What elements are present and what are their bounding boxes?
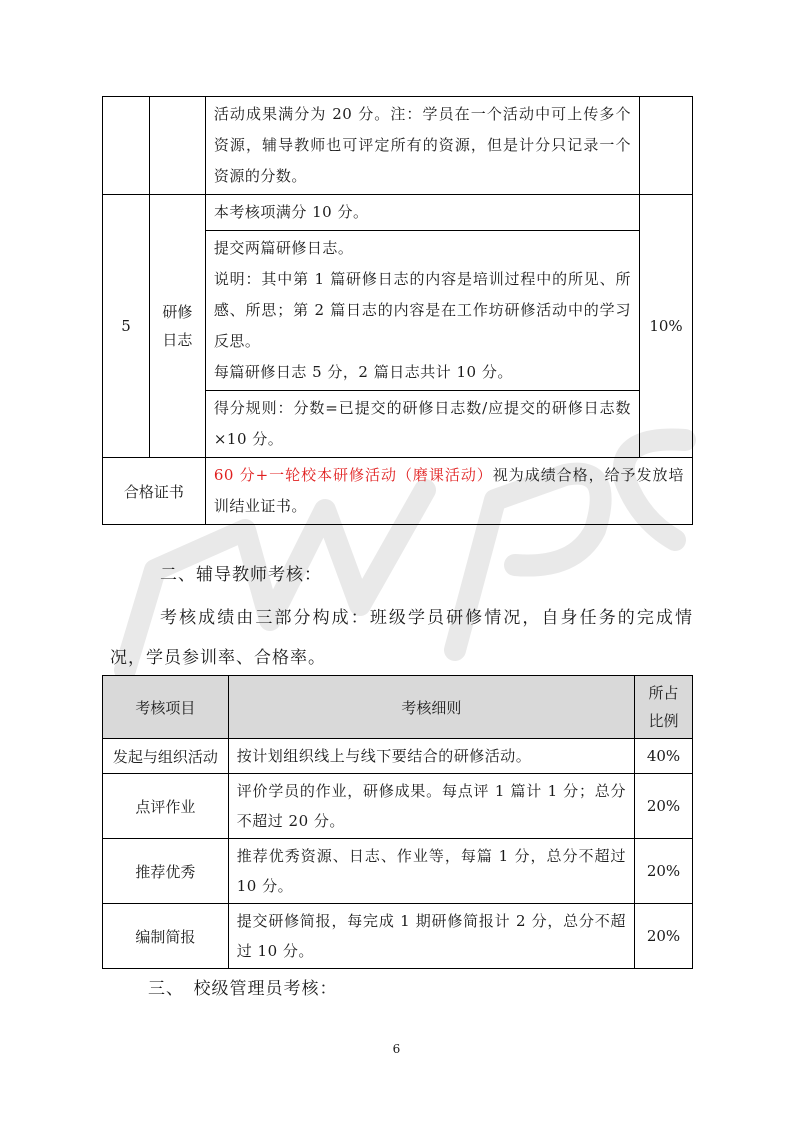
row-item: 编制简报 — [103, 904, 229, 969]
certificate-detail — [206, 458, 692, 524]
row-ratio: 20% — [635, 839, 693, 904]
table-row — [103, 839, 693, 904]
row-detail: 推荐优秀资源、日志、作业等，每篇 1 分，总分不超过 10 分。 — [236, 847, 627, 895]
row-name-line1: 研修 — [162, 303, 193, 321]
row-item: 点评作业 — [103, 774, 229, 839]
row-index: 5 — [103, 195, 150, 458]
table-row — [103, 458, 693, 525]
row-ratio: 40% — [635, 739, 693, 774]
page-number: 6 — [392, 1042, 401, 1056]
table-row — [103, 739, 693, 774]
row-ratio: 20% — [635, 774, 693, 839]
row-item: 发起与组织活动 — [103, 739, 229, 774]
journal-points: 每篇研修日志 5 分，2 篇日志共计 10 分。 — [213, 363, 513, 381]
row-detail: 按计划组织线上与线下要结合的研修活动。 — [236, 747, 532, 765]
header-ratio-line1: 所占 — [648, 684, 679, 702]
certificate-result: 视为成绩合格，给予发放培训结业证书。 — [213, 466, 684, 515]
row-item: 推荐优秀 — [103, 839, 229, 904]
table-row — [103, 774, 693, 839]
certificate-condition: 60 分+一轮校本研修活动（磨课活动） — [213, 466, 493, 484]
journal-requirement — [206, 231, 639, 390]
row-name-line2: 日志 — [162, 331, 193, 349]
row-name — [149, 195, 205, 458]
certificate-label: 合格证书 — [103, 458, 206, 525]
journal-ratio: 10% — [640, 195, 693, 458]
row-detail: 评价学员的作业，研修成果。每点评 1 篇计 1 分；总分不超过 20 分。 — [236, 782, 627, 830]
section3-heading: 三、 校级管理员考核： — [148, 979, 338, 999]
header-item: 考核项目 — [103, 676, 229, 739]
row-ratio: 20% — [635, 904, 693, 969]
table-row — [103, 904, 693, 969]
section2-heading: 二、辅导教师考核： — [160, 565, 322, 585]
journal-scoring-rule: 得分规则：分数=已提交的研修日志数/应提交的研修日志数×10 分。 — [213, 399, 632, 448]
activity-result-detail: 活动成果满分为 20 分。注：学员在一个活动中可上传多个资源，辅导教师也可评定所有的资源，但是计分只记录一个资源的分数。 — [213, 105, 632, 185]
header-ratio — [635, 676, 693, 739]
header-ratio-line2: 比例 — [648, 712, 679, 730]
assessment-table-continued — [102, 96, 693, 525]
journal-submit: 提交两篇研修日志。 — [213, 239, 354, 257]
tutor-assessment-table — [102, 675, 693, 969]
table-row — [103, 195, 693, 231]
journal-note: 说明：其中第 1 篇研修日志的内容是培训过程中的所见、所感、所思；第 2 篇日志的内容是在工作坊研修活动中的学习反思。 — [213, 270, 632, 350]
header-detail: 考核细则 — [228, 676, 634, 739]
table-row — [103, 97, 693, 195]
watermark-text: WPS — [95, 405, 134, 424]
journal-full-score: 本考核项满分 10 分。 — [213, 203, 369, 221]
table-header-row — [103, 676, 693, 739]
section2-intro: 考核成绩由三部分构成：班级学员研修情况，自身任务的完成情况，学员参训率、合格率。 — [110, 608, 693, 668]
row-detail: 提交研修简报，每完成 1 期研修简报计 2 分，总分不超过 10 分。 — [236, 912, 627, 960]
